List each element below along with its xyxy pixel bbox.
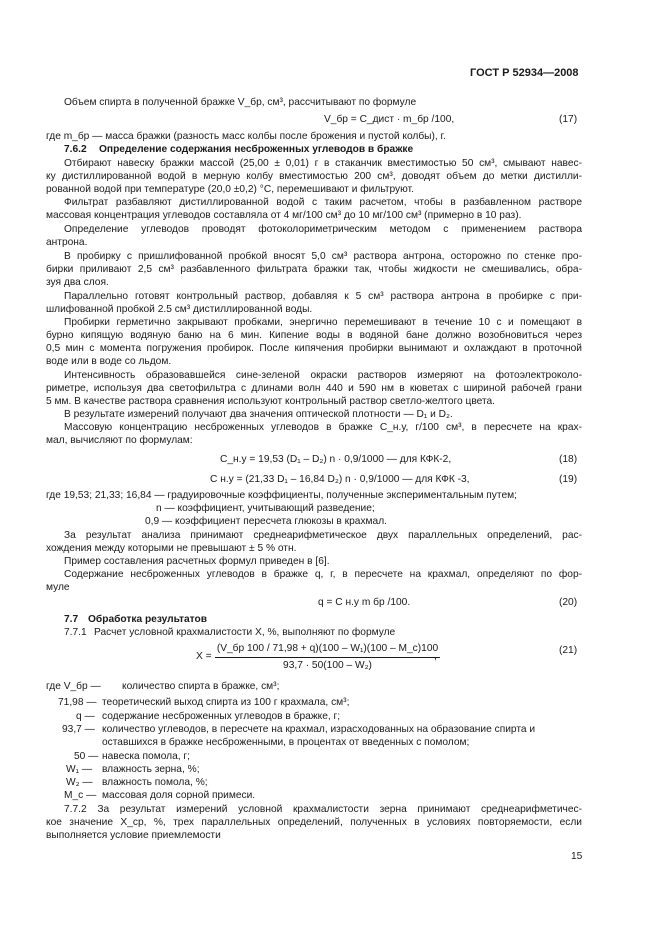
equation-number: (21): [559, 645, 578, 656]
text-line: Отбирают навеску бражки массой (25,00 ± 0,01) г в стаканчик вместимостью 50 см³, смывают навес-: [64, 158, 582, 169]
paragraph: где m_бр — масса бражки (разность масс колбы после брожения и пустой колбы), г.: [46, 131, 446, 142]
text-line: Интенсивность образовавшейся сине-зеленой окраски растворов измеряют на фотоэлектроколо-: [64, 370, 582, 381]
legend-text: содержание несброженных углеводов в бражке, г;: [102, 711, 341, 722]
legend-symbol: 93,7 —: [62, 724, 95, 735]
equation-21-fraction: [215, 642, 440, 672]
legend-text: количество углеводов, в пересчете на крахмал, израсходованных на образование спирта и: [102, 724, 536, 735]
text-line: шлифованной пробкой 2.5 см³ дистиллированной воды.: [46, 304, 313, 315]
section-number: 7.7: [64, 614, 79, 625]
text-line: рованной водой при температуре (20,0 ±0,2) °С, перемешивают и фильтруют.: [46, 184, 414, 195]
legend-symbol: W₁ —: [66, 764, 93, 775]
equation-20: q = C н.у m бр /100.: [318, 597, 411, 608]
text-line: 0,5 мин с момента погружения пробирок. После кипячения пробирки вынимают и охлаждают в проточной: [46, 343, 582, 354]
text-line: Пример составления расчетных формул приведен в [6].: [64, 556, 330, 567]
legend-symbol: 50 —: [74, 751, 99, 762]
text-line: Расчет условной крахмалистости X, %, выполняют по формуле: [94, 627, 396, 638]
text-line: муле: [46, 582, 70, 593]
legend-text: массовая доля сорной примеси.: [102, 790, 256, 801]
text-line: мал, вычисляют по формулам:: [46, 435, 193, 446]
legend-text: влажность зерна, %;: [102, 764, 200, 775]
text-line: В пробирку с пришлифованной пробкой вносят 5,0 см³ раствора антрона, осторожно по стенке про-: [64, 251, 582, 262]
fraction-numerator: (V_бр 100 / 71,98 + q)(100 – W₁)(100 – M_с)100: [215, 642, 440, 658]
text-line: бирки приливают 2,5 см³ разбавленного фильтрата бражки так, чтобы жидкости не смешивались, обра-: [46, 264, 582, 275]
standard-code-header: ГОСТ Р 52934—2008: [470, 67, 579, 79]
text-line: Пробирки герметично закрывают пробками, энергично перемешивают в течение 10 с и помещают в: [64, 317, 582, 328]
equation-number: (19): [559, 474, 578, 485]
legend-symbol: W₂ —: [66, 777, 93, 788]
equation-21-lhs: X =: [196, 651, 212, 662]
legend-text: количество спирта в бражке, см³;: [122, 681, 280, 692]
text-line: антрона.: [46, 237, 88, 248]
paragraph: Объем спирта в полученной бражке V_бр, см³, рассчитывают по формуле: [64, 97, 417, 108]
equation-number: (18): [559, 454, 578, 465]
page-number: 15: [571, 851, 583, 862]
equation-21-tail: ,: [434, 651, 437, 662]
section-number: 7.6.2: [64, 144, 87, 155]
fraction-denominator: 93,7 · 50(100 – W₂): [283, 659, 372, 671]
text-line: n — коэффициент, учитывающий разведение;: [156, 503, 375, 514]
text-line: Определение углеводов проводят фотоколориметрическим методом с применением раствора: [64, 224, 582, 235]
text-line: ку дистиллированной водой в мерную колбу вместимостью 200 см³, доводят объем до метки дистилли-: [46, 171, 582, 182]
text-line: риметре, используя два светофильтра с длинами волн 440 и 590 нм в кюветах с шириной рабочей грани: [46, 383, 582, 394]
text-line: Массовую концентрацию несброженных углеводов в бражке C_н.у, г/100 см³, в пересчете на крах-: [64, 422, 582, 433]
text-line: Параллельно готовят контрольный раствор, добавляя к 5 см³ раствора антрона в пробирке с при-: [64, 291, 582, 302]
text-line: 5 мм. В качестве раствора сравнения используют контрольный раствор светло-желтого цвета.: [46, 396, 495, 407]
section-number: 7.7.1: [64, 627, 87, 638]
equation-19: C н.у = (21,33 D₁ – 16,84 D₂) n · 0,9/1000 — для КФК -3,: [210, 474, 470, 485]
text-line: В результате измерений получают два значения оптической плотности — D₁ и D₂.: [64, 409, 453, 420]
text-line: хождения между которыми не превышают ± 5 % отн.: [46, 543, 297, 554]
text-line: 7.7.2 За результат измерений условной крахмалистости зерна принимают среднеарифметичес-: [64, 804, 582, 815]
text-line: 0,9 — коэффициент пересчета глюкозы в крахмал.: [145, 516, 387, 527]
text-line: Содержание несброженных углеводов в бражке q, г, в пересчете на крахмал, определяют по фор-: [64, 569, 582, 580]
section-title: Обработка результатов: [88, 614, 208, 625]
text-line: Фильтрат разбавляют дистиллированной водой с таким расчетом, чтобы в разбавленном растворе: [64, 197, 582, 208]
legend-text: влажность помола, %;: [102, 777, 208, 788]
equation-17: V_бр = C_дист · m_бр /100,: [324, 114, 455, 125]
equation-18: C_н.у = 19,53 (D₁ – D₂) n · 0,9/1000 — для КФК-2,: [220, 454, 452, 465]
text-line: кое значение X_ср, %, трех параллельных определений, полученных в условиях повторяемости, если: [46, 817, 582, 828]
legend-text: навеска помола, г;: [102, 751, 190, 762]
legend-symbol: M_с —: [64, 790, 97, 801]
legend-text: оставшихся в бражке несброженными, в процентах от введенных с помолом;: [102, 737, 470, 748]
section-title: Определение содержания несброженных углеводов в бражке: [99, 144, 414, 155]
text-line: зуя два слоя.: [46, 277, 109, 288]
legend-text: теоретический выход спирта из 100 г крахмала, см³;: [102, 697, 350, 708]
equation-number: (17): [559, 114, 578, 125]
equation-number: (20): [559, 597, 578, 608]
text-line: массовая концентрация углеводов составляла от 4 мг/100 см³ до 10 мг/100 см³ (примерно в 10 раз).: [46, 210, 522, 221]
legend-symbol: 71,98 —: [58, 697, 97, 708]
legend-symbol: где V_бр —: [46, 681, 101, 692]
text-line: где 19,53; 21,33; 16,84 — градуировочные коэффициенты, полученные экспериментальным путем;: [46, 490, 517, 501]
legend-symbol: q —: [76, 711, 95, 722]
text-line: выполняется условие приемлемости: [46, 830, 221, 841]
text-line: воде или в воде со льдом.: [46, 356, 172, 367]
text-line: За результат анализа принимают среднеарифметическое двух параллельных определений, рас-: [64, 530, 582, 541]
text-line: бурно кипящую водяную баню на 6 мин. Кипение воды в водяной бане должно возобновиться через: [46, 330, 582, 341]
